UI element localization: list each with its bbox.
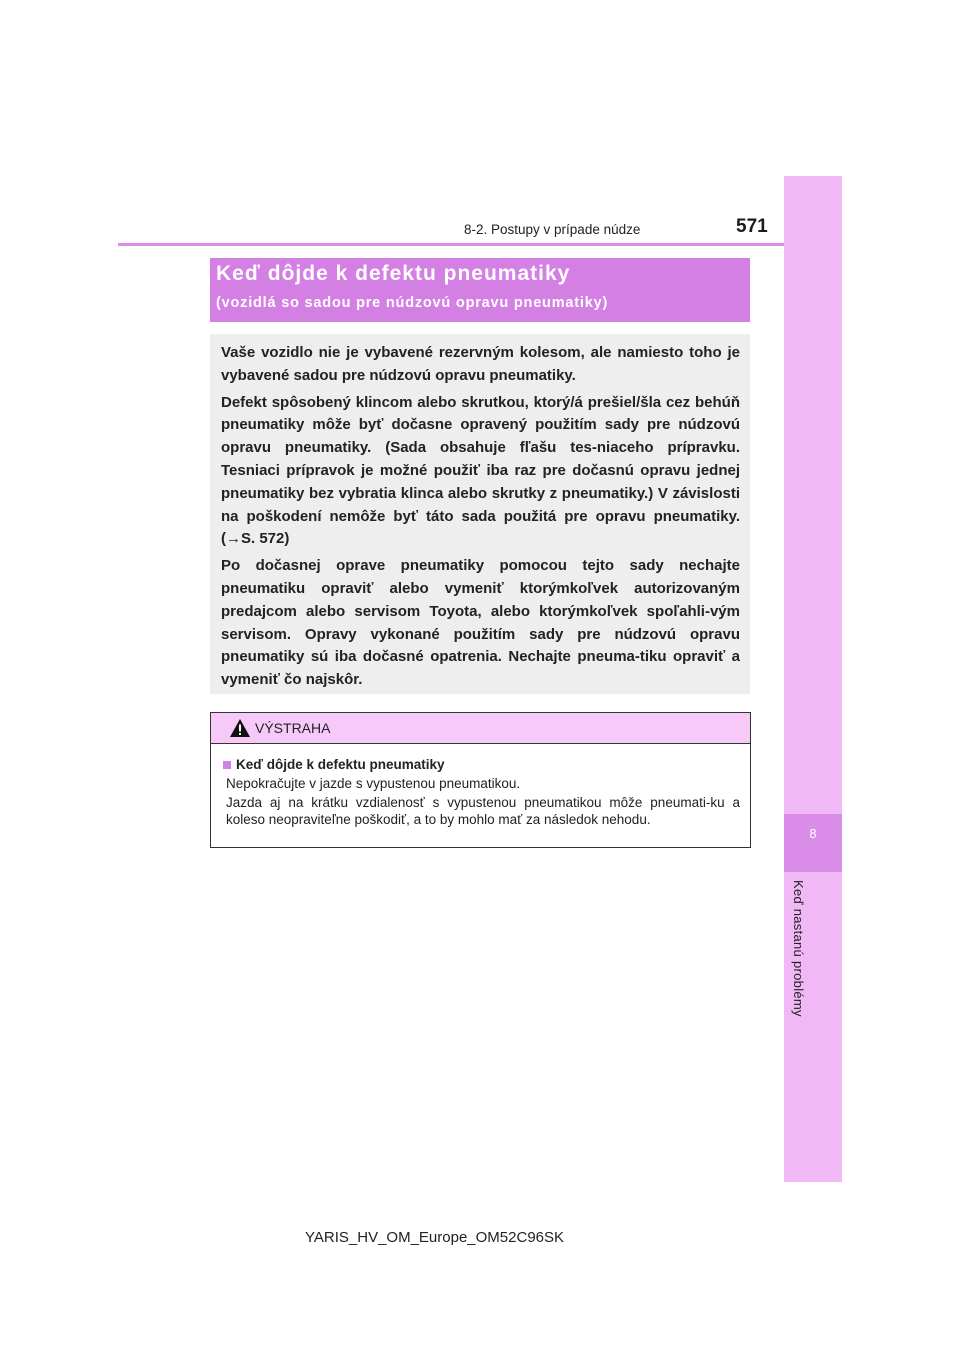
page-number: 571 bbox=[736, 216, 768, 237]
warning-item-title bbox=[223, 756, 740, 773]
warning-line-1: Nepokračujte v jazde s vypustenou pneumatikou. bbox=[226, 776, 521, 791]
intro-text bbox=[221, 342, 740, 696]
document-code: YARIS_HV_OM_Europe_OM52C96SK bbox=[305, 1229, 565, 1246]
warning-header bbox=[211, 713, 750, 744]
warning-triangle-icon bbox=[229, 718, 251, 738]
intro-paragraph-2: Defekt spôsobený klincom alebo skrutkou, ktorý/á prešiel/šla cez behúň pneumatiky môže byť dočasne opravený použitím sady pre núdzovú opravu pneumatiky. (Sada obsahuje fľašu tes-niaceho prípravku. Tesniaci prípravok je možné použiť iba raz pre dočasnú opravu jednej pneumatiky bez vybratia klinca alebo skrutky z pneumatiky.) V závislosti na poškodení nemôže byť táto sada použitá pre opravu pneumatiky. (→S. 572) bbox=[221, 393, 740, 548]
chapter-title: Keď nastanú problémy bbox=[791, 880, 806, 1017]
warning-box bbox=[210, 712, 751, 848]
warning-label: VÝSTRAHA bbox=[255, 720, 331, 736]
section-label: 8-2. Postupy v prípade núdze bbox=[464, 222, 641, 237]
warning-body bbox=[211, 744, 750, 828]
page-subtitle: (vozidlá so sadou pre núdzovú opravu pneumatiky) bbox=[216, 295, 609, 311]
warning-item-title-text: Keď dôjde k defektu pneumatiky bbox=[236, 757, 445, 772]
chapter-number-tab bbox=[784, 814, 842, 872]
warning-line-2: Jazda aj na krátku vzdialenosť s vypustenou pneumatikou môže pneumati-ku a koleso neopraviteľne poškodiť, a to by mohlo mať za následok nehodu. bbox=[226, 795, 740, 827]
bullet-square-icon bbox=[223, 761, 231, 769]
intro-paragraph-1: Vaše vozidlo nie je vybavené rezervným kolesom, ale namiesto toho je vybavené sadou pre núdzovú opravu pneumatiky. bbox=[221, 344, 740, 384]
chapter-number: 8 bbox=[809, 826, 817, 841]
intro-paragraph-3: Po dočasnej oprave pneumatiky pomocou tejto sady nechajte pneumatiku opraviť alebo vymeniť ktorýmkoľvek autorizovaným predajcom alebo servisom Toyota, alebo ktorýmkoľvek spoľahli-vým servisom. Opravy vykonané použitím sady pre núdzovú opravu pneumatiky sú iba dočasné opatrenia. Nechajte pneuma-tiku opraviť a vymeniť čo najskôr. bbox=[221, 557, 740, 689]
header-rule bbox=[118, 243, 784, 246]
page-title: Keď dôjde k defektu pneumatiky bbox=[216, 262, 571, 285]
chapter-side-tab bbox=[784, 176, 842, 1182]
